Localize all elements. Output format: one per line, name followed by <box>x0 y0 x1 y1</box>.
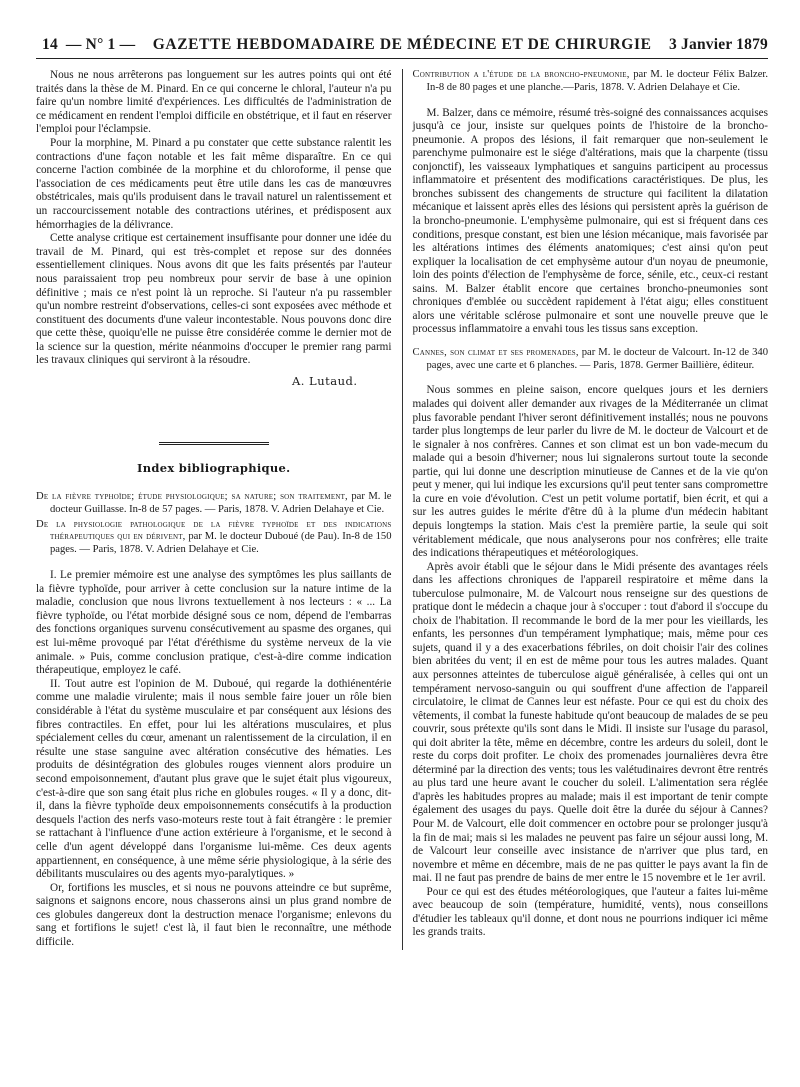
bibliography-entry <box>36 519 392 557</box>
bibliography-entry <box>413 69 769 95</box>
paragraph: Or, fortifions les muscles, et si nous ne pouvons atteindre ce but suprême, saignons et saignons encore, nous chasserons ainsi un plus grand nombre de ces globules dangereux dont la destruction menace l'organisme; enlevons du sang et fortifions le sujet! c'est là, il faut bien le reconnaître, une méthode difficile. <box>36 881 392 949</box>
issue-number: — N° 1 — <box>65 36 136 53</box>
bibliography-entry <box>413 347 769 373</box>
paragraph: Après avoir établi que le séjour dans le Midi présente des avantages réels dans les affections chroniques de l'appareil respiratoire et même dans la tuberculose pulmonaire, M. de Valcourt nous renseigne sur des questions de pratique dont le médecin a chaque jour à s'occuper : tout d'abord il s'occupe du choix de l'habitation. Il recommande le bord de la mer pour les vieillards, les enfants, les personnes d'un tempérament lymphatique; mais, même pour ces sujets, quand il y a des exacerbations fébriles, on doit choisir l'air des colines bien abritées du vent; il en est de même pour tous les autres malades. Quant aux personnes atteintes de tuberculose aiguë généralisée, à celles qui ont un tempérament nervoso-sanguin ou qui souffrent d'une affection de l'appareil circulatoire, le climat de Cannes leur est néfaste. Pour ce qui est du choix des vêtements, il combat la funeste habitude qu'ont beaucoup de malades de se peu couvrir, sous prétexte qu'ils sont dans le Midi. Il insiste sur l'usage du parasol, qui doit abriter la tête, même en décembre, contre les ardeurs du soleil, dont le reste du corps doit profiter. Le choix des promenades journalières devra être déterminé par la direction des vents; tous les valétudinaires devront être rentrés au plus tard une heure avant le coucher du soleil. L'alimentation sera réglée d'après les habitudes propres au malade; mais il est important de tenir compte également des usages du pays. Quelle doit être la durée du séjour à Cannes? Pour M. de Valcourt, elle doit commencer en octobre pour se prolonger jusqu'à la fin de mai; mais si les malades ne peuvent pas faire un séjour aussi long, M. de Valcourt leur conseille avec insistance de n'arriver que plus tard, en novembre et même en décembre, mais de ne pas quitter le pays avant la fin de mai. Il ne faut pas prendre de bains de mer entre le 15 novembre et le 1er avril. <box>412 560 768 885</box>
paragraph: Nous ne nous arrêterons pas longuement sur les autres points qui ont été traités dans la thèse de M. Pinard. En ce qui concerne le chloral, l'auteur n'a pu faire qu'un nombre limité d'expériences. Les difficultés de l'administration de ce médicament en rendent l'emploi difficile en obstétrique, et il faut en réserver l'emploi pour l'éclampsie. <box>36 69 392 136</box>
page-header <box>36 36 768 59</box>
journal-title: GAZETTE HEBDOMADAIRE DE MÉDECINE ET DE CHIRURGIE <box>152 36 652 53</box>
paragraph: I. Le premier mémoire est une analyse des symptômes les plus saillants de la fièvre typhoïde, pour arriver à cette conclusion sur la nature intime de la maladie, conclusion que nous livrons textuellement à nos lecteurs : « ... La fièvre typhoïde, ou l'état morbide désigné sous ce nom, dépend de l'embarras des fonctions organiques survenu consécutivement au spasme des organes, qui est lui-même provoqué par l'état d'éréthisme du système nerveux de la vie animale. » Puis, comme conclusion pratique, c'est-à-dire comme indication thérapeutique, employez le café. <box>36 569 392 677</box>
paragraph: Cette analyse critique est certainement insuffisante pour donner une idée du travail de M. Pinard, qui est très-complet et repose sur des données essentiellement cliniques. Nous avons dit que les faits présentés par l'auteur nous paraissaient trop peu nombreux pour servir de base à une opinion définitive ; mais ce n'est point là un reproche. Si l'auteur n'a pu rassembler qu'un nombre restreint d'observations, celles-ci sont exposées avec méthode et constituent des documents d'une valeur incontestable. Nous pouvons donc dire que cette thèse, quoiqu'elle ne puisse être considérée comme le dernier mot de la science sur la question, mérite néanmoins d'occuper le premier rang parmi les travaux cliniques qui serviront à la résoudre. <box>36 232 392 367</box>
entry-title: Cannes, son climat et ses promenades, <box>412 346 579 358</box>
paragraph: II. Tout autre est l'opinion de M. Duboué, qui regarde la dothiénentérie comme une maladie virulente; mais il nous semble faire jouer un rôle bien considérable à l'état du système musculaire et par conséquent aux lésions des fibres contractiles. En effet, pour lui les altérations musculaires, et plus spécialement celles du cœur, amenant un ralentissement de la circulation, il en résulte une stase sanguine avec altération consécutive des hématies. Les produits de désintégration des globules rouges viennent alors produire un second empoisonnement, d'autant plus grave que le sujet était plus vigoureux, c'est-à-dire que son sang était plus riche en globules rouges. « Il y a donc, dit-il, dans la fièvre typhoïde deux empoisonnements consécutifs à la production desquels l'action des nerfs vaso-moteurs reste tout à fait étrangère : le premier se rattachant à l'influence d'une action extérieure à l'organisme, et le second à celle d'un agent développé dans l'organisme lui-même. Ces deux agents appartiennent, en conséquence, à une même série physiologique, à la série des débilitants musculaires ou des agents myo-paralytiques. » <box>36 677 392 881</box>
entry-details: par M. le docteur de Valcourt. In-12 de 340 pages, avec une carte et 6 planches. — Paris, 1878. Germer Baillière, éditeur. <box>426 346 768 371</box>
author-signature: A. Lutaud. <box>291 374 358 389</box>
entry-details: par M. le docteur Guillasse. In-8 de 57 pages. — Paris, 1878. V. Adrien Delahaye et Cie. <box>50 491 392 515</box>
section-divider <box>159 442 269 445</box>
spacer <box>36 559 392 569</box>
section-title: Index bibliographique. <box>137 461 291 476</box>
spacer <box>413 374 769 384</box>
two-column-body <box>36 69 768 950</box>
paragraph: Pour la morphine, M. Pinard a pu constater que cette substance ralentit les contractions d'une façon notable et les fait même disparaître. En ce qui concerne l'action combinée de la morphine et du chloroforme, il pense que l'association de ces médicaments peut être utile dans les cas de manœuvres obstétricales, mais qu'ils produisent dans le travail naturel un ralentissement et un raccourcissement notable des contractions utérines, et prédisposent aux hémorrhagies de la délivrance. <box>36 136 392 231</box>
entry-details: par M. le docteur Duboué (de Pau). In-8 de 150 pages. — Paris, 1878. V. Adrien Delahaye et Cie. <box>50 531 392 556</box>
paragraph: M. Balzer, dans ce mémoire, résumé très-soigné des connaissances acquises jusqu'à ce jour, insiste sur quelques points de l'histoire de la broncho-pneumonie. A propos des lésions, il fait remarquer que non-seulement le parenchyme pulmonaire est le siége d'altérations, mais que la charpente (tissu conjonctif), les vaisseaux lymphatiques et sanguins participent au processus inflammatoire et présentent des modifications caractéristiques. De plus, les bronches subissent des changements de structure qui facilitent la dilatation mécanique et laissent après elles des lésions qui persistent après la guérison de la broncho-pneumonie. L'emphysème pulmonaire, qui est si fréquent dans ces conditions, presque constant, est bien une lésion mécanique, mais favorisée par les altérations intimes des éléments anatomiques; c'est ainsi qu'on peut expliquer la localisation de cet emphysème autour d'un noyau de pneumonie, loin des points d'élection de l'emphysème de force, sénile, etc., ceux-ci restant sains. M. Balzer établit encore que certaines broncho-pneumonies sont chroniques d'emblée ou succèdent rapidement à l'état aigu; elles constituent alors une véritable sclérose pulmonaire et sont une nouvelle preuve que le processus inflammatoire a envahi tous les tissus sans exception. <box>412 106 768 336</box>
paragraph: Pour ce qui est des études météorologiques, que l'auteur a faites lui-même avec beaucoup de soin (température, humidité, vents), nous conseillons d'étudier les tableaux qu'il donne, et dont nous ne pourrions indiquer ici même les grands traits. <box>412 885 768 939</box>
page-number: 14 <box>42 36 58 53</box>
entry-title: De la fièvre typhoïde; étude physiologique; sa nature; son traitement, <box>36 491 348 503</box>
entry-details: par M. le docteur Félix Balzer. In-8 de 80 pages et une planche.—Paris, 1878. V. Adrien Delahaye et Cie. <box>426 69 769 93</box>
entry-title: De la physiologie pathologique de la fièvre typhoïde et des indications thérapeutiques qui en dérivent, <box>36 518 392 543</box>
right-column <box>413 69 769 950</box>
bibliography-entry <box>36 491 392 517</box>
left-column <box>36 69 392 950</box>
column-rule <box>402 69 403 950</box>
spacer <box>413 97 769 107</box>
paragraph: Nous sommes en pleine saison, encore quelques jours et les derniers malades qui doivent aller demander aux rivages de la Méditerranée un climat plus favorable pendant l'hiver seront définitivement installés; nous ne pouvons tarder plus longtemps de leur parler du livre de M. le docteur de Valcourt et de le signaler à nos confrères. Cannes et son climat est un bon vade-mecum du malade qui a besoin d'hiverner; nous lui signalerons surtout toute la seconde partie, qui lui donne une description minutieuse de Cannes et de la vie qu'on peut y mener, qui lui indique les excursions qu'il peut tenter sans compromettre la cure en voie d'évolution. C'est un petit volume portatif, bien écrit, et qui a sur les autres guides le mérite d'être dû à la plume d'un médecin habitant depuis longtemps la station. Mais c'est la première partie, la seule qui soit véritablement médicale, que nous analyserons pour nos confrères; elle traite des indications thérapeutiques et météorologiques. <box>412 384 768 560</box>
issue-date: 3 Janvier 1879 <box>669 36 768 53</box>
spacer <box>413 337 769 347</box>
entry-title: Contribution a l'étude de la broncho-pneumonie, <box>412 69 630 80</box>
